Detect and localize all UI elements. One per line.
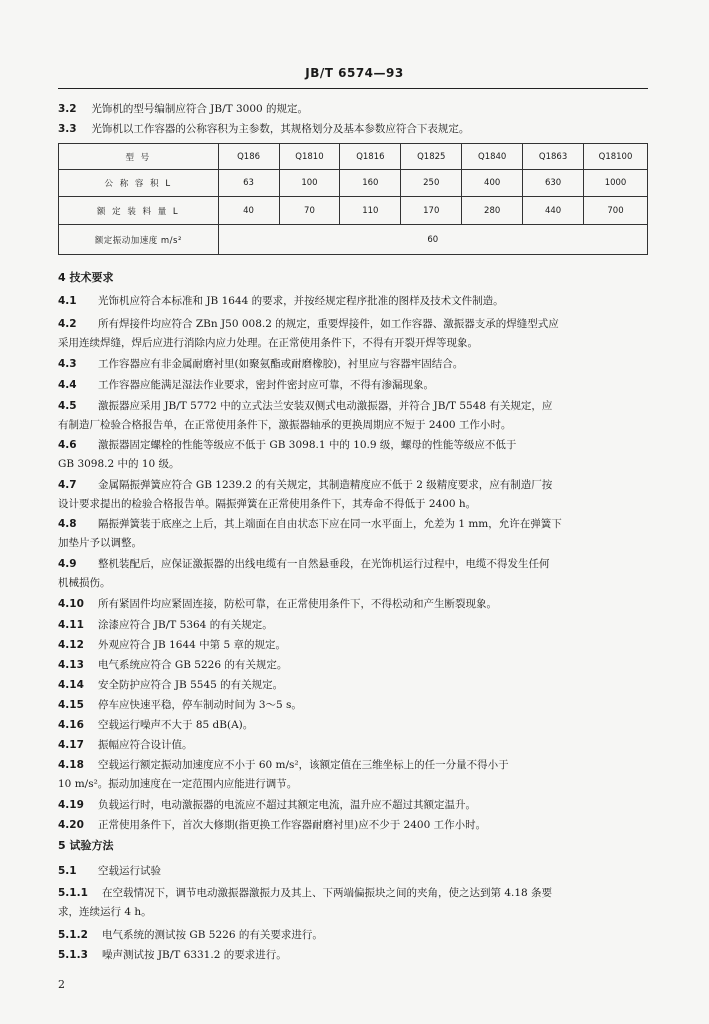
clause-number: 5.1.2 bbox=[58, 929, 88, 941]
clause-text-line: 噪声测试按 JB/T 6331.2 的要求进行。 bbox=[102, 949, 287, 961]
clause-text-line: 隔振弹簧装于底座之上后，其上端面在自由状态下应在同一水平面上，允差为 1 mm，允许在弹簧下 bbox=[98, 518, 562, 530]
clause-4-4 bbox=[58, 376, 648, 395]
table-model-cell: Q1840 bbox=[462, 144, 523, 170]
clause-4-5 bbox=[58, 397, 648, 435]
clause-4-12 bbox=[58, 636, 648, 655]
clause-number: 5.1 bbox=[58, 865, 77, 877]
page-number: 2 bbox=[58, 978, 65, 991]
table-header-label: 型 号 bbox=[59, 144, 219, 170]
table-cell: 400 bbox=[462, 170, 523, 197]
clause-number: 4.7 bbox=[58, 479, 77, 491]
clause-text-line: 负载运行时，电动激振器的电流应不超过其额定电流，温升应不超过其额定温升。 bbox=[98, 799, 476, 811]
clause-4-2 bbox=[58, 315, 648, 353]
clause-number: 3.3 bbox=[58, 123, 77, 135]
table-row-label: 额定振动加速度 m/s² bbox=[59, 225, 219, 255]
clause-4-13 bbox=[58, 656, 648, 675]
clause-text-line: 光饰机应符合本标准和 JB 1644 的要求，并按经规定程序批准的图样及技术文件制造。 bbox=[98, 295, 504, 307]
clause-number: 4.20 bbox=[58, 819, 84, 831]
clause-number: 3.2 bbox=[58, 103, 77, 115]
clause-text-line: 工作容器应有非金属耐磨衬里(如聚氨酯或耐磨橡胶)，衬里应与容器牢固结合。 bbox=[98, 358, 464, 370]
table-cell: 110 bbox=[340, 197, 401, 225]
clause-number: 4.1 bbox=[58, 295, 77, 307]
clause-number: 4.13 bbox=[58, 659, 84, 671]
table-model-cell: Q1863 bbox=[523, 144, 584, 170]
clause-number: 4.3 bbox=[58, 358, 77, 370]
table-header-row bbox=[59, 144, 648, 170]
table-row-label: 公 称 容 积 L bbox=[59, 170, 219, 197]
table-model-cell: Q186 bbox=[218, 144, 279, 170]
clause-4-15 bbox=[58, 696, 648, 715]
clause-text-line: 激振器固定螺栓的性能等级应不低于 GB 3098.1 中的 10.9 级，螺母的性能等级应不低于 bbox=[98, 439, 517, 451]
clause-text-line: 振幅应符合设计值。 bbox=[98, 739, 193, 751]
table-cell: 700 bbox=[584, 197, 648, 225]
clause-4-19 bbox=[58, 796, 648, 815]
clause-number: 4.11 bbox=[58, 619, 84, 631]
clause-text-line: 10 m/s²。振动加速度在一定范围内应能进行调节。 bbox=[58, 778, 298, 790]
table-cell: 1000 bbox=[584, 170, 648, 197]
clause-number: 4.19 bbox=[58, 799, 84, 811]
clause-text-line: 所有焊接件均应符合 ZBn J50 008.2 的规定，重要焊接件，如工作容器、激振器支承的焊缝型式应 bbox=[98, 318, 559, 330]
clause-5-1 bbox=[58, 862, 648, 881]
clause-4-7 bbox=[58, 476, 648, 514]
clause-number: 4.5 bbox=[58, 400, 77, 412]
table-cell: 440 bbox=[523, 197, 584, 225]
table-model-cell: Q1816 bbox=[340, 144, 401, 170]
clause-4-9 bbox=[58, 555, 648, 593]
clause-4-14 bbox=[58, 676, 648, 695]
table-cell: 40 bbox=[218, 197, 279, 225]
table-cell: 100 bbox=[279, 170, 340, 197]
table-row bbox=[59, 170, 648, 197]
clause-number: 4.10 bbox=[58, 598, 84, 610]
clause-4-8 bbox=[58, 515, 648, 553]
clause-number: 4.8 bbox=[58, 518, 77, 530]
clause-text-line: 外观应符合 JB 1644 中第 5 章的规定。 bbox=[98, 639, 287, 651]
clause-text-line: 涂漆应符合 JB/T 5364 的有关规定。 bbox=[98, 619, 273, 631]
standard-header: JB/T 6574—93 bbox=[305, 66, 404, 80]
clause-4-3 bbox=[58, 355, 648, 374]
clause-3-3 bbox=[58, 120, 648, 139]
table-cell: 250 bbox=[401, 170, 462, 197]
clause-4-11 bbox=[58, 616, 648, 635]
clause-text: 光饰机以工作容器的公称容积为主参数，其规格划分及基本参数应符合下表规定。 bbox=[91, 123, 470, 135]
header-rule bbox=[58, 88, 648, 89]
clause-text-line: 电气系统应符合 GB 5226 的有关规定。 bbox=[98, 659, 288, 671]
clause-text-line: 正常使用条件下，首次大修期(指更换工作容器耐磨衬里)应不少于 2400 工作小时。 bbox=[98, 819, 487, 831]
clause-text-line: 激振器应采用 JB/T 5772 中的立式法兰安装双侧式电动激振器，并符合 JB/T 5548 有关规定，应 bbox=[98, 400, 553, 412]
clause-text: 光饰机的型号编制应符合 JB/T 3000 的规定。 bbox=[91, 103, 309, 115]
clause-number: 4.16 bbox=[58, 719, 84, 731]
table-row-label: 额 定 装 料 量 L bbox=[59, 197, 219, 225]
table-cell: 70 bbox=[279, 197, 340, 225]
clause-text-line: 加垫片予以调整。 bbox=[58, 537, 142, 549]
table-cell: 170 bbox=[401, 197, 462, 225]
clause-text-line: 整机装配后，应保证激振器的出线电缆有一自然悬垂段，在光饰机运行过程中，电缆不得发生任何 bbox=[98, 558, 550, 570]
table-cell: 280 bbox=[462, 197, 523, 225]
table-cell: 160 bbox=[340, 170, 401, 197]
clause-4-1 bbox=[58, 292, 648, 311]
clause-number: 4.6 bbox=[58, 439, 77, 451]
clause-number: 4.18 bbox=[58, 759, 84, 771]
clause-number: 4.2 bbox=[58, 318, 77, 330]
table-cell: 630 bbox=[523, 170, 584, 197]
clause-5-1-3 bbox=[58, 946, 648, 965]
clause-4-10 bbox=[58, 595, 648, 614]
table-cell: 63 bbox=[218, 170, 279, 197]
clause-text-line: 工作容器应能满足湿法作业要求，密封件密封应可靠，不得有渗漏现象。 bbox=[98, 379, 434, 391]
clause-text-line: 所有紧固件均应紧固连接，防松可靠，在正常使用条件下，不得松动和产生断裂现象。 bbox=[98, 598, 497, 610]
clause-number: 4.14 bbox=[58, 679, 84, 691]
parameter-table bbox=[58, 143, 648, 255]
clause-5-1-1 bbox=[58, 884, 648, 922]
clause-text-line: 机械损伤。 bbox=[58, 577, 111, 589]
clause-number: 4.9 bbox=[58, 558, 77, 570]
clause-text-line: 金属隔振弹簧应符合 GB 1239.2 的有关规定，其制造精度应不低于 2 级精度要求，应有制造厂按 bbox=[98, 479, 553, 491]
clause-number: 5.1.3 bbox=[58, 949, 88, 961]
table-model-cell: Q18100 bbox=[584, 144, 648, 170]
clause-4-6 bbox=[58, 436, 648, 474]
table-model-cell: Q1825 bbox=[401, 144, 462, 170]
table-row bbox=[59, 197, 648, 225]
clause-text-line: 有制造厂检验合格报告单，在正常使用条件下，激振器轴承的更换周期应不短于 2400 工作小时。 bbox=[58, 419, 512, 431]
clause-4-20 bbox=[58, 816, 648, 835]
clause-text-line: 在空载情况下，调节电动激振器激振力及其上、下两端偏振块之间的夹角，使之达到第 4.18 条要 bbox=[102, 887, 553, 899]
clause-number: 5.1.1 bbox=[58, 887, 88, 899]
table-row bbox=[59, 225, 648, 255]
clause-text-line: 安全防护应符合 JB 5545 的有关规定。 bbox=[98, 679, 284, 691]
clause-number: 4.4 bbox=[58, 379, 77, 391]
clause-number: 4.15 bbox=[58, 699, 84, 711]
section-4-title: 4 技术要求 bbox=[58, 271, 114, 284]
clause-4-16 bbox=[58, 716, 648, 735]
clause-text-line: 电气系统的测试按 GB 5226 的有关要求进行。 bbox=[102, 929, 323, 941]
clause-text-line: 采用连续焊缝，焊后应进行消除内应力处理。在正常使用条件下，不得有开裂开焊等现象。 bbox=[58, 337, 478, 349]
clause-3-2 bbox=[58, 100, 648, 119]
clause-text-line: 求，连续运行 4 h。 bbox=[58, 906, 152, 918]
table-model-cell: Q1810 bbox=[279, 144, 340, 170]
clause-text-line: 空载运行试验 bbox=[98, 865, 161, 877]
clause-text-line: 设计要求提出的检验合格报告单。隔振弹簧在正常使用条件下，其寿命不得低于 2400 h。 bbox=[58, 498, 477, 510]
table-cell-merged: 60 bbox=[218, 225, 647, 255]
clause-number: 4.17 bbox=[58, 739, 84, 751]
clause-5-1-2 bbox=[58, 926, 648, 945]
clause-text-line: GB 3098.2 中的 10 级。 bbox=[58, 458, 180, 470]
clause-number: 4.12 bbox=[58, 639, 84, 651]
section-5-title: 5 试验方法 bbox=[58, 839, 114, 852]
clause-text-line: 空载运行额定振动加速度应不小于 60 m/s²，该额定值在三维坐标上的任一分量不得小于 bbox=[98, 759, 509, 771]
clause-text-line: 空载运行噪声不大于 85 dB(A)。 bbox=[98, 719, 254, 731]
clause-4-18 bbox=[58, 756, 648, 794]
clause-4-17 bbox=[58, 736, 648, 755]
clause-text-line: 停车应快速平稳，停车制动时间为 3～5 s。 bbox=[98, 699, 302, 711]
